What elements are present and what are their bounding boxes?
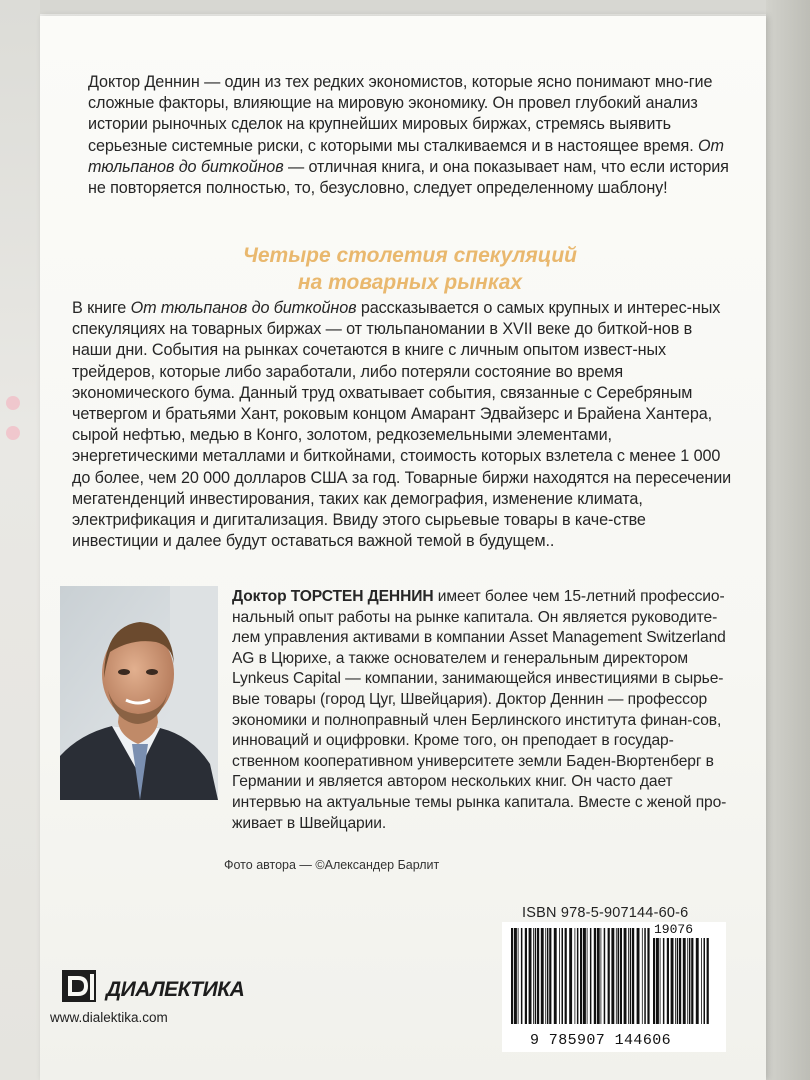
author-photo [60,586,218,800]
barcode-bar [653,938,655,1024]
barcode-bar [604,928,606,1024]
barcode-bar [559,928,560,1024]
barcode-bar [521,928,523,1024]
barcode-bar [616,928,617,1024]
barcode-bar [545,928,546,1024]
publisher-logo-mark [60,966,104,1006]
author-name: Доктор ТОРСТЕН ДЕННИН [232,588,434,605]
barcode-bar [667,938,669,1024]
desk-background-right [766,0,810,1080]
barcode-bar [565,928,567,1024]
barcode-bar [514,928,517,1024]
barcode-bar [707,938,709,1024]
barcode-addon-bars [652,938,712,1024]
barcode-bar [597,928,600,1024]
publisher-url: www.dialektika.com [50,1010,168,1025]
barcode-bar [601,928,602,1024]
barcode-bar [683,938,686,1024]
author-bio: Доктор ТОРСТЕН ДЕННИН имеет более чем 15-летний профессио-нальный опыт работы на рынке капитала. Он является руководите-лем управления активами в компании Asset Management Switzerland AG в Цюрихе, а также основателем и генеральным директором Lynkeus Capital — компании, занимающейся инвестициями в сырье-вые товары (город Цуг, Швейцария). Доктор Деннин — профессор экономики и полноправный член Берлинского института финан-сов, инноваций и оцифровки. Кроме того, он преподает в государ-ственном кооперативном университете земли Баден-Вюртенберг в Германии и является автором нескольких книг. Он часто дает интервью на актуальные темы рынка капитала. Вместе с женой про-живает в Швейцарии. [232,588,727,832]
heading-line-2: на товарных рынках [297,271,523,294]
section-heading [160,242,660,296]
barcode-bar [679,938,681,1024]
desk-background-top [0,0,810,14]
barcode-bar [704,938,706,1024]
heading-line-1: Четыре столетия спекуляций [243,244,577,267]
barcode-bar [525,928,527,1024]
barcode-bar [541,928,544,1024]
barcode-addon-digits: 19076 [654,922,694,937]
barcode-bar [575,928,576,1024]
barcode-bar [630,928,632,1024]
barcode-bar [562,928,564,1024]
barcode-bar [549,928,551,1024]
barcode-bar [577,928,579,1024]
adjacent-book-left [0,0,40,1080]
barcode-bar [663,938,665,1024]
barcode-bar [535,928,537,1024]
barcode-bar [656,938,659,1024]
barcode-bar [701,938,702,1024]
barcode-bar [533,928,534,1024]
barcode-bar [511,928,513,1024]
barcode-bar [660,938,661,1024]
barcode-bar [569,928,572,1024]
barcode-bar [537,928,539,1024]
isbn-barcode [502,922,726,1052]
barcode-bar [687,938,688,1024]
book-title-italic: От тюльпанов до биткойнов [88,136,724,176]
barcode-bar [637,928,640,1024]
intro-paragraph: Доктор Деннин — один из тех редких экономистов, которые ясно понимают мно-гие сложные факторы, влияющие на мировую экономику. Он провел глубокий анализ истории рыночных сделок на крупнейших мировых биржах, стремясь выявить серьезные системные риски, с которыми мы сталкиваемся и в настоящее время. От тюльпанов до биткойнов — отличная книга, и она показывает нам, что если история не повторяется полностью, то, безусловно, следует определенному шаблону! [88,73,729,198]
barcode-bar [644,928,646,1024]
barcode-bar [620,928,622,1024]
barcode-bar [689,938,691,1024]
publisher-name: ДИАЛЕКТИКА [106,978,245,1001]
barcode-bar [618,928,620,1024]
barcode-bar [529,928,532,1024]
isbn-label: ISBN 978-5-907144-60-6 [522,905,689,921]
barcode-bar [677,938,679,1024]
description-paragraph: В книге От тюльпанов до биткойнов рассказывается о самых крупных и интерес-ных спекуляциях на товарных биржах — от тюльпаномании в XVII веке до биткой-нов в наши дни. События на рынках сочетаются в книге с личным опытом извест-ных трейдеров, которые либо заработали, либо потеряли состояние во время экономического бума. Данный труд охватывает события, связанные с Серебряным четвергом и братьями Хант, роковым концом Амарант Эдвайзерс и Брайена Хантера, сырой нефтью, медью в Конго, золотом, редкоземельными элементами, энергетическими металлами и биткойнами, стоимость которых взлетела с менее 1 000 до более, чем 20 000 долларов США за год. Товарные биржи находятся на пересечении мегатенденций инвестирования, таких как демография, изменение климата, электрификация и дигитализация. Ввиду этого сырьевые товары в каче-стве инвестиции и далее будут оставаться важной темой в будущем.. [72,299,732,551]
barcode-bar [587,928,588,1024]
book-title-italic: От тюльпанов до биткойнов [130,299,357,317]
barcode-bar [691,938,693,1024]
barcode-bar [647,928,649,1024]
barcode-bar [590,928,592,1024]
photo-credit: Фото автора — ©Александер Барлит [224,858,440,872]
barcode-bar [628,928,629,1024]
author-portrait-image [60,586,218,800]
barcode-bar [696,938,699,1024]
pink-dot [6,426,20,440]
barcode-bar [518,928,519,1024]
barcode-bar [608,928,610,1024]
book-back-cover [40,16,766,1080]
pink-dot [6,396,20,410]
barcode-bar [583,928,586,1024]
barcode-bar [580,928,582,1024]
barcode-bar [611,928,614,1024]
barcode-bar [594,928,596,1024]
barcode-bar [671,938,674,1024]
barcode-bar [632,928,634,1024]
barcode-bar [624,928,627,1024]
barcode-bar [675,938,676,1024]
barcode-bar [554,928,557,1024]
barcode-bar [547,928,549,1024]
barcode-digits: 9 785907 144606 [530,1032,672,1049]
barcode-bar [642,928,643,1024]
publisher-logo [60,966,245,1006]
